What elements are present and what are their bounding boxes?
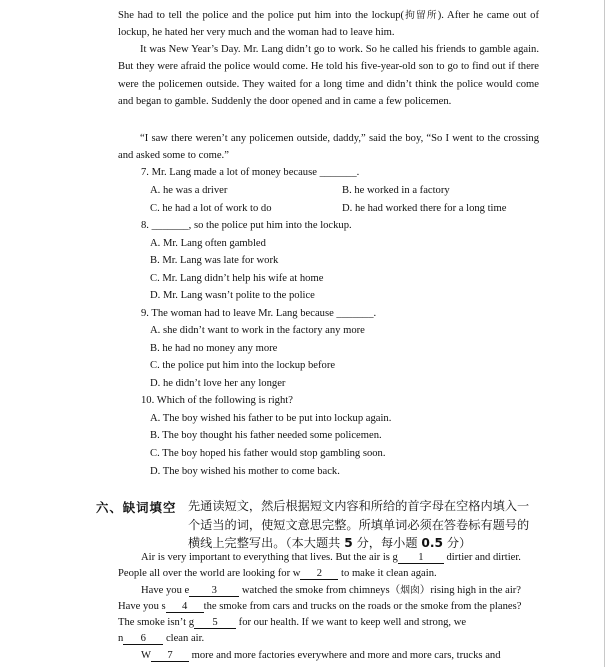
story-paragraph-3: “I saw there weren’t any policemen outside, daddy,” said the boy, “So I went to the crossing and asked some to come.” — [118, 133, 539, 162]
cloze-blank-7: 7 — [151, 650, 189, 662]
question-10-option-c: C. The boy hoped his father would stop gambling soon. — [150, 448, 386, 459]
story-paragraph-2: It was New Year’s Day. Mr. Lang didn’t go to work. So he called his friends to gamble again. But they were afraid the police would come. He told his five-year-old son to go to find out if there were the policemen outside. They waited for a long time and didn’t think the police would come and began to gamble. Suddenly the door opened and in came a few policemen. — [118, 44, 539, 107]
section-6-instructions: 先通读短文，然后根据短文内容和所给的首字母在空格内填入一个适当的词，使短文意思完整。所填单词必须在答卷标有题号的横线上完整写出。（本大题共 5 分，每小题 0.5 分） — [188, 499, 530, 551]
page-edge-rule — [604, 0, 605, 667]
cloze-blank-2: 2 — [300, 568, 338, 580]
question-8-option-d: D. Mr. Lang wasn’t polite to the police — [150, 290, 315, 301]
cloze-line-2: People all over the world are looking for w 2 to make it clean again. — [118, 568, 437, 579]
question-8-stem: 8. _______, so the police put him into the lockup. — [141, 220, 352, 231]
cloze-blank-6: 6 — [123, 633, 163, 645]
cloze-line-7: W 7 more and more factories everywhere and more and more cars, trucks and — [141, 650, 501, 661]
question-8-option-b: B. Mr. Lang was late for work — [150, 255, 279, 266]
story-paragraph-1: She had to tell the police and the police put him into the lockup(拘留所). After he came out of lockup, he hated her very much and the woman had to leave him. — [118, 10, 539, 39]
question-10-option-a: A. The boy wished his father to be put into lockup again. — [150, 413, 392, 424]
question-8-option-a: A. Mr. Lang often gambled — [150, 238, 266, 249]
question-10-stem: 10. Which of the following is right? — [141, 395, 293, 406]
question-9-option-d: D. he didn’t love her any longer — [150, 378, 286, 389]
question-7-option-b: B. he worked in a factory — [342, 185, 450, 196]
question-7-option-a: A. he was a driver — [150, 185, 228, 196]
cloze-blank-5: 5 — [194, 617, 236, 629]
question-9-stem: 9. The woman had to leave Mr. Lang because _______. — [141, 308, 377, 319]
question-7-option-c: C. he had a lot of work to do — [150, 203, 272, 214]
cloze-blank-1: 1 — [398, 552, 444, 564]
question-7-stem: 7. Mr. Lang made a lot of money because _______. — [141, 167, 360, 178]
question-10-option-d: D. The boy wished his mother to come back. — [150, 466, 340, 477]
question-9-option-b: B. he had no money any more — [150, 343, 278, 354]
cloze-blank-3: 3 — [189, 585, 239, 597]
question-9-option-c: C. the police put him into the lockup before — [150, 360, 336, 371]
cloze-line-6: n 6 clean air. — [118, 633, 205, 644]
cloze-blank-4: 4 — [166, 601, 204, 613]
cloze-line-5: The smoke isn’t g 5 for our health. If we want to keep well and strong, we — [118, 617, 467, 628]
question-8-option-c: C. Mr. Lang didn’t help his wife at home — [150, 273, 324, 284]
question-10-option-b: B. The boy thought his father needed some policemen. — [150, 430, 382, 441]
cloze-line-3: Have you e 3 watched the smoke from chimneys（烟囱）rising high in the air? — [141, 585, 521, 596]
question-7-option-d: D. he had worked there for a long time — [342, 203, 507, 214]
cloze-line-1: Air is very important to everything that lives. But the air is g 1 dirtier and dirtier. — [141, 552, 521, 563]
question-9-option-a: A. she didn’t want to work in the factory any more — [150, 325, 365, 336]
section-6-heading: 六、缺词填空 — [96, 500, 177, 515]
cloze-line-4: Have you s 4 the smoke from cars and trucks on the roads or the smoke from the planes? — [118, 601, 522, 612]
